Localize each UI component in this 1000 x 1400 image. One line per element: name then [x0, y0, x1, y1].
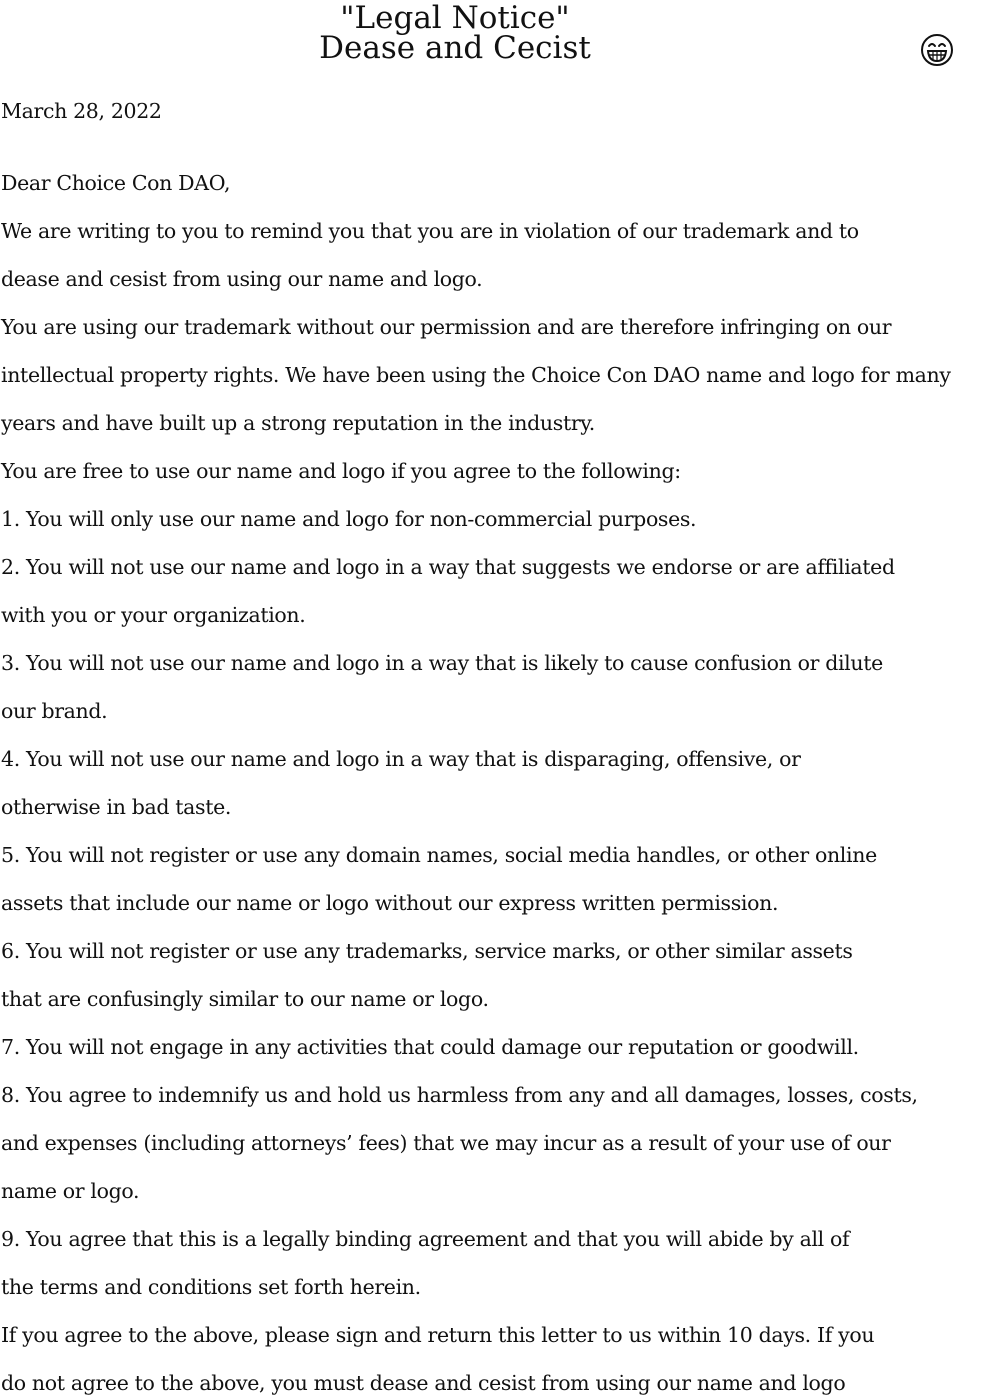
list-item: 8. You agree to indemnify us and hold us harmless from any and all damages, losses, costs,	[1, 1083, 918, 1107]
list-item: with you or your organization.	[1, 603, 306, 627]
list-item: name or logo.	[1, 1179, 140, 1203]
letter-date: March 28, 2022	[1, 99, 162, 123]
list-item: 3. You will not use our name and logo in a way that is likely to cause confusion or dilute	[1, 651, 883, 675]
list-item: 6. You will not register or use any trademarks, service marks, or other similar assets	[1, 939, 853, 963]
grinning-face-icon	[920, 33, 954, 67]
list-item: otherwise in bad taste.	[1, 795, 232, 819]
list-item: 9. You agree that this is a legally binding agreement and that you will abide by all of	[1, 1227, 850, 1251]
list-item: 2. You will not use our name and logo in a way that suggests we endorse or are affiliated	[1, 555, 895, 579]
list-item: the terms and conditions set forth herein.	[1, 1275, 421, 1299]
list-item: 1. You will only use our name and logo for non-commercial purposes.	[1, 507, 697, 531]
body-line: intellectual property rights. We have been using the Choice Con DAO name and logo for many	[1, 363, 951, 387]
list-item: our brand.	[1, 699, 108, 723]
body-line: do not agree to the above, you must dease and cesist from using our name and logo	[1, 1371, 846, 1395]
body-line: dease and cesist from using our name and logo.	[1, 267, 483, 291]
body-line: We are writing to you to remind you that you are in violation of our trademark and to	[1, 219, 859, 243]
list-item: assets that include our name or logo without our express written permission.	[1, 891, 779, 915]
letter-salutation: Dear Choice Con DAO,	[1, 171, 231, 195]
body-line: years and have built up a strong reputation in the industry.	[1, 411, 595, 435]
list-item: and expenses (including attorneys’ fees) that we may incur as a result of your use of our	[1, 1131, 891, 1155]
list-item: that are confusingly similar to our name or logo.	[1, 987, 489, 1011]
body-line: If you agree to the above, please sign and return this letter to us within 10 days. If you	[1, 1323, 875, 1347]
title-line-2: Dease and Cecist	[319, 30, 591, 66]
title-line-1: "Legal Notice"	[340, 0, 570, 36]
letter-header	[0, 0, 1000, 80]
list-item: 4. You will not use our name and logo in a way that is disparaging, offensive, or	[1, 747, 801, 771]
body-line: You are using our trademark without our permission and are therefore infringing on our	[1, 315, 892, 339]
list-item: 7. You will not engage in any activities that could damage our reputation or goodwill.	[1, 1035, 859, 1059]
body-line: You are free to use our name and logo if you agree to the following:	[1, 459, 681, 483]
list-item: 5. You will not register or use any domain names, social media handles, or other online	[1, 843, 877, 867]
